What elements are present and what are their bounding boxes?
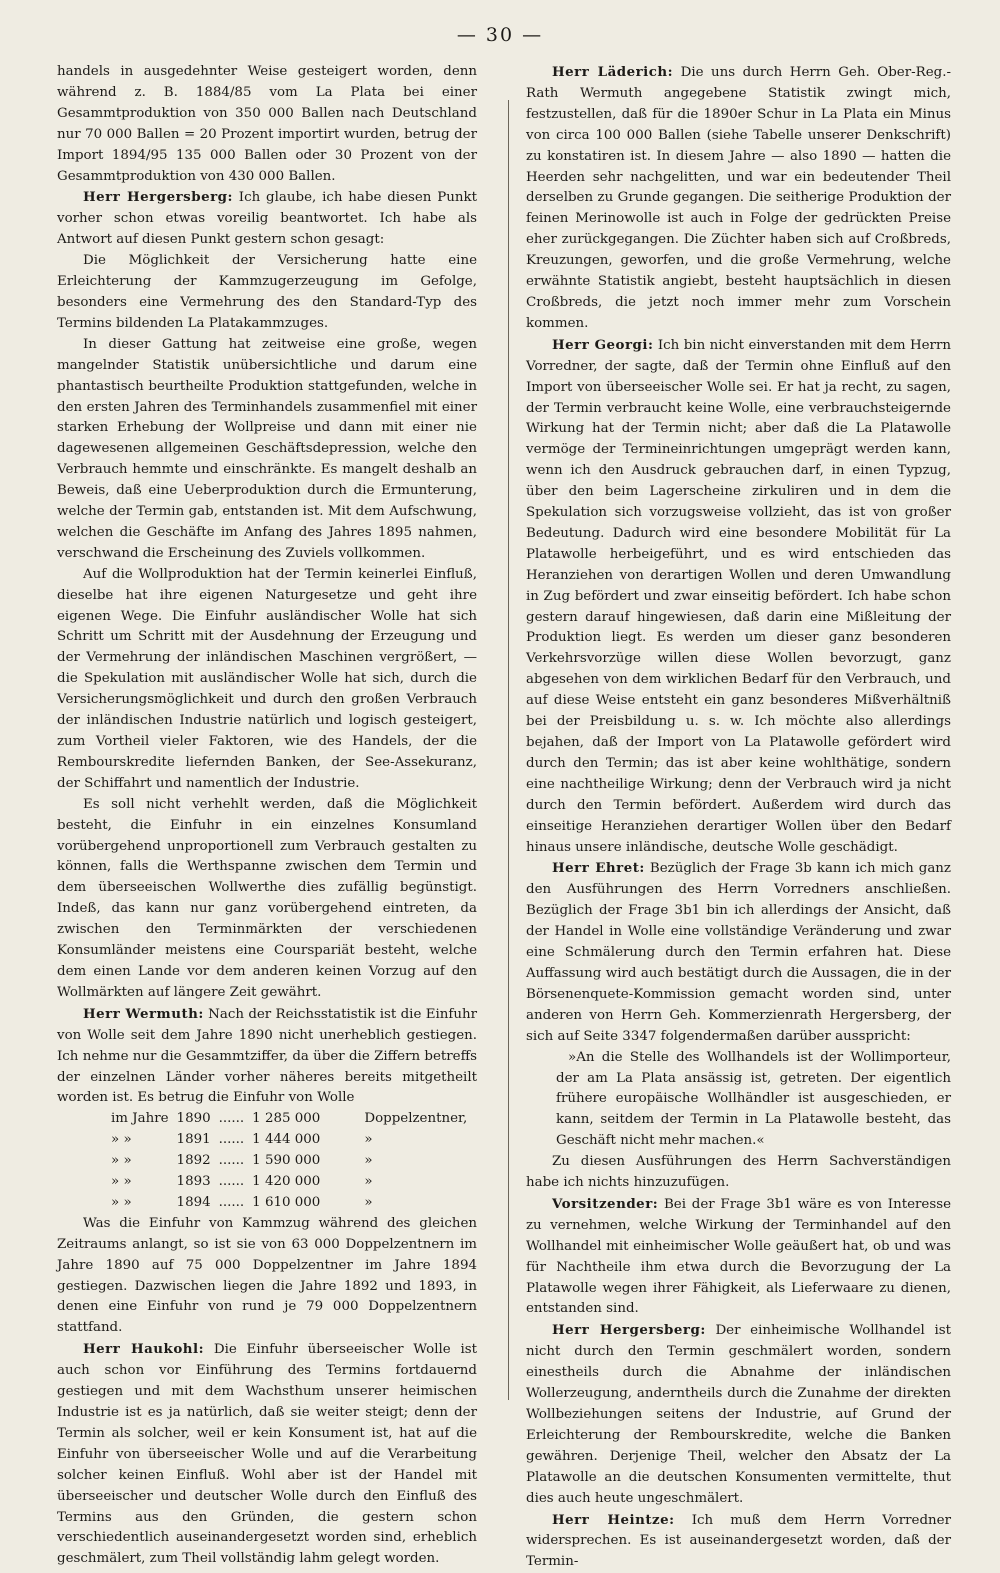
- speaker-name: Herr Heintze:: [552, 1511, 675, 1528]
- paragraph: Es soll nicht verhehlt werden, daß die Möglichkeit besteht, die Einfuhr in ein einzelnes Konsumland vorübergehend unproportionell zum Verbrauch gestalten zu können, falls die Werthspanne zwischen dem Termin und dem überseeischen Wollwerthe dies zufällig begünstigt. Indeß, das kann nur ganz vorübergehend eintreten, da zwischen den Terminmärkten der verschiedenen Konsumländer meistens eine Courspariät besteht, welche dem einen Lande vor dem anderen keinen Vorzug auf den Wollmärkten auf längere Zeit gewährt.: [57, 796, 477, 1000]
- paragraph: In dieser Gattung hat zeitweise eine große, wegen mangelnder Statistik unübersichtliche und darum eine phantastisch beurtheilte Produktion stattgefunden, welche in den ersten Jahren des Terminhandels zusammenfiel mit einer starken Erhebung der Wollpreise und dann mit einer nie dagewesenen allgemeinen Geschäftsdepression, welche den Verbrauch hemmte und einschränkte. Es mangelt deshalb an Beweis, daß eine Ueberproduktion durch die Ermunterung, welche der Termin gab, entstanden ist. Mit dem Aufschwung, welchen die Geschäfte im Anfang des Jahres 1895 nahmen, verschwand die Erscheinung des Zuviels vollkommen.: [57, 336, 477, 561]
- year: 1893: [176, 1174, 211, 1190]
- import-statistics-table: [107, 1109, 471, 1214]
- paragraph-text: Ich bin nicht einverstanden mit dem Herrn Vorredner, der sagte, daß der Termin ohne Einfluß auf den Import von überseeischer Wolle sei. Er hat ja recht, zu sagen, der Termin verbraucht keine Wolle, eine verbrauchsteigernde Wirkung hat der Termin nicht; aber daß die La Platawolle vermöge der Termineinrichtungen umgeprägt werden kann, wenn ich den Ausdruck gebrauchen darf, in einen Typzug, über den beim Lagerscheine zirkuliren und in dem die Spekulation sich vorzugsweise vollzieht, das ist von großer Bedeutung. Dadurch wird eine besondere Mobilität für La Platawolle herbeigeführt, und es wird entschieden das Heranziehen von derartigen Wollen und deren Umwandlung in Zug befördert und zwar einseitig befördert. Ich habe schon gestern darauf hingewiesen, daß darin eine Mißleitung der Produktion liegt. Es werden um dieser ganz besonderen Verkehrsvorzüge willen diese Wollen bevorzugt, ganz abgesehen von dem wirklichen Bedarf für den Verbrauch, und auf diese Weise entsteht ein ganz besonderes Mißverhältniß bei der Preisbildung u. s. w. Ich möchte also allerdings bejahen, daß der Import von La Platawolle gefördert wird durch den Termin; das ist aber keine wohlthätige, sondern eine nachtheilige Wirkung; denn der Verbrauch wird ja nicht durch den Termin befördert. Außerdem wird durch das einseitige Heranziehen derartiger Wollen über den Bedarf hinaus unsere inländische, deutsche Wolle geschädigt.: [526, 337, 951, 855]
- table-row: [107, 1109, 471, 1130]
- dots: ......: [218, 1153, 245, 1169]
- paragraph-text: Bezüglich der Frage 3b kann ich mich ganz den Ausführungen des Herrn Vorredners anschließen. Bezüglich der Frage 3b1 bin ich allerdings der Ansicht, daß der Handel in Wolle eine vollständige Veränderung und zwar eine Schmälerung durch den Termin erfahren hat. Diese Auffassung wird auch bestätigt durch die Aussagen, die in der Börsenenquete-Kommission gemacht worden sind, unter anderen von Herrn Geh. Kommerzienrath Hergersberg, der sich auf Seite 3347 folgendermaßen darüber ausspricht:: [526, 861, 951, 1044]
- left-column: [57, 62, 477, 1570]
- paragraph: handels in ausgedehnter Weise gesteigert worden, denn während z. B. 1884/85 vom La Plata bei einer Gesammtproduktion von 350 000 Ballen nach Deutschland nur 70 000 Ballen = 20 Prozent importirt wurden, betrug der Import 1894/95 135 000 Ballen oder 30 Prozent von der Gesammtproduktion von 430 000 Ballen.: [57, 64, 477, 184]
- table-row: [107, 1151, 471, 1172]
- paragraph: Auf die Wollproduktion hat der Termin keinerlei Einfluß, dieselbe hat ihre eigenen Naturgesetze und geht ihre eigenen Wege. Die Einfuhr ausländischer Wolle hat sich Schritt um Schritt mit der Ausdehnung der Erzeugung und der Vermehrung der inländischen Maschinen vergrößert, — die Spekulation mit ausländischer Wolle hat sich, durch die Versicherungsmöglichkeit und durch den großen Verbrauch der inländischen Industrie natürlich und logisch gesteigert, zum Vortheil vieler Faktoren, wie des Handels, der die Rembourskredite liefernden Banken, der See-Assekuranz, der Schiffahrt und namentlich der Industrie.: [57, 566, 477, 791]
- paragraph: [526, 1510, 951, 1573]
- row-prefix: » »: [111, 1132, 132, 1148]
- paragraph: Zu diesen Ausführungen des Herrn Sachverständigen habe ich nichts hinzuzufügen.: [526, 1154, 951, 1191]
- paragraph: [57, 1339, 477, 1570]
- speaker-name: Herr Haukohl:: [83, 1341, 205, 1358]
- unit: »: [364, 1132, 373, 1148]
- value: 1 590 000: [252, 1153, 321, 1169]
- row-prefix: » »: [111, 1174, 132, 1190]
- row-prefix: » »: [111, 1153, 132, 1169]
- paragraph: [526, 62, 951, 335]
- speaker-name: Herr Hergersberg:: [83, 189, 233, 206]
- right-column: [526, 62, 951, 1573]
- table-row: [107, 1130, 471, 1151]
- page-number: — 30 —: [456, 24, 544, 46]
- paragraph-text: Bei der Frage 3b1 wäre es von Interesse zu vernehmen, welche Wirkung der Terminhandel auf den Wollhandel mit einheimischer Wolle geäußert hat, ob und was für Nachtheile ihm etwa durch die Bevorzugung der La Platawolle wegen ihrer Fähigkeit, als Lieferwaare zu dienen, entstanden sind.: [526, 1196, 951, 1317]
- value: 1 444 000: [252, 1132, 321, 1148]
- speaker-name: Vorsitzender:: [552, 1195, 659, 1212]
- paragraph-text: Ich glaube, ich habe diesen Punkt vorher schon etwas voreilig beantwortet. Ich habe als Antwort auf diesen Punkt gestern schon gesagt:: [57, 190, 478, 248]
- dots: ......: [218, 1111, 245, 1127]
- paragraph-text: Der einheimische Wollhandel ist nicht durch den Termin geschmälert worden, sondern einestheils durch die Abnahme der inländischen Wollerzeugung, anderntheils durch die Zunahme der direkten Wollbeziehungen seitens der Industrie, auf Grund der Erleichterung der Rembourskredite, welche die Banken gewähren. Derjenige Theil, welcher den Absatz der La Platawolle an die deutschen Konsumenten vermittelte, thut dies auch heute ungeschmälert.: [526, 1323, 952, 1506]
- row-prefix: im Jahre: [111, 1111, 169, 1127]
- paragraph-text: Die Einfuhr überseeischer Wolle ist auch schon vor Einführung des Termins fortdauernd gestiegen und mit dem Wachsthum unserer heimischen Industrie ist es ja natürlich, daß sie weiter steigt; denn der Termin als solcher, weil er kein Konsument ist, hat auf die Einfuhr von überseeischer Wolle und auf die Verarbeitung solcher keinen Einfluß. Wohl aber ist der Handel mit überseeischer und deutscher Wolle durch den Einfluß des Termins aus den Gründen, die gestern schon verschiedentlich auseinandergesetzt worden sind, erheblich geschmälert, zum Theil vollständig lahm gelegt worden.: [57, 1342, 478, 1567]
- unit: »: [364, 1174, 373, 1190]
- speaker-name: Herr Hergersberg:: [552, 1322, 706, 1339]
- paragraph: [57, 187, 477, 251]
- unit: »: [364, 1194, 373, 1210]
- paragraph-text: Ich muß dem Herrn Vorredner widersprechen. Es ist auseinandergesetzt worden, daß der Termin-: [526, 1512, 951, 1570]
- speaker-name: Herr Läderich:: [552, 64, 674, 80]
- paragraph: Was die Einfuhr von Kammzug während des gleichen Zeitraums anlangt, so ist sie von 63 000 Doppelzentnern im Jahre 1890 auf 75 000 Doppelzentner im Jahre 1894 gestiegen. Dazwischen liegen die Jahre 1892 und 1893, in denen eine Einfuhr von rund je 79 000 Doppelzentnern stattfand.: [57, 1215, 477, 1336]
- value: 1 610 000: [252, 1194, 321, 1210]
- value: 1 420 000: [252, 1174, 321, 1190]
- table-row: [107, 1193, 471, 1214]
- block-quote: »An die Stelle des Wollhandels ist der Wollimporteur, der am La Plata ansässig ist, getreten. Der eigentlich frühere europäische Wollhändler ist ausgeschieden, er kann, seitdem der Termin in La Platawolle besteht, das Geschäft nicht mehr machen.«: [556, 1049, 951, 1149]
- paragraph-text: Die uns durch Herrn Geh. Ober-Reg.-Rath Wermuth angegebene Statistik zwingt mich, festzustellen, daß für die 1890er Schur in La Plata ein Minus von circa 100 000 Ballen (siehe Tabelle unserer Denkschrift) zu konstatiren ist. In diesem Jahre — also 1890 — hatten die Heerden sehr nachgelitten, und war ein bedeutender Theil derselben zu Grunde gegangen. Die seitherige Produktion der feinen Merinowolle ist auch in Folge der gedrückten Preise eher zurückgegangen. Die Züchter haben sich auf Croßbreds, Kreuzungen, geworfen, und die große Vermehrung, welche erwähnte Statistik angiebt, besteht hauptsächlich in diesen Croßbreds, die jetzt noch immer mehr zum Vorschein kommen.: [526, 65, 951, 331]
- unit: »: [364, 1153, 373, 1169]
- speaker-name: Herr Wermuth:: [83, 1005, 204, 1022]
- paragraph: [57, 1004, 477, 1110]
- year: 1894: [176, 1194, 211, 1210]
- year: 1892: [176, 1153, 211, 1169]
- column-divider: [508, 100, 509, 1400]
- paragraph: [526, 335, 951, 859]
- paragraph-text: Nach der Reichsstatistik ist die Einfuhr von Wolle seit dem Jahre 1890 nicht unerheblich gestiegen. Ich nehme nur die Gesammtziffer, da über die Ziffern betreffs der einzelnen Länder vorher näheres bereits mitgetheilt worden ist. Es betrug die Einfuhr von Wolle: [57, 1006, 477, 1106]
- year: 1891: [176, 1132, 211, 1148]
- dots: ......: [218, 1174, 245, 1190]
- year: 1890: [176, 1111, 211, 1127]
- paragraph: Die Möglichkeit der Versicherung hatte eine Erleichterung der Kammzugerzeugung im Gefolge, besonders eine Vermehrung des den Standard-Typ des Termins bildenden La Platakammzuges.: [57, 253, 477, 331]
- unit: Doppelzentner,: [364, 1111, 468, 1127]
- paragraph: [526, 858, 951, 1047]
- table-row: [107, 1172, 471, 1193]
- paragraph: [526, 1194, 951, 1320]
- paragraph: [526, 1320, 951, 1509]
- speaker-name: Herr Georgi:: [552, 336, 654, 353]
- dots: ......: [218, 1194, 245, 1210]
- row-prefix: » »: [111, 1194, 132, 1210]
- dots: ......: [218, 1132, 245, 1148]
- value: 1 285 000: [252, 1111, 321, 1127]
- speaker-name: Herr Ehret:: [552, 860, 645, 877]
